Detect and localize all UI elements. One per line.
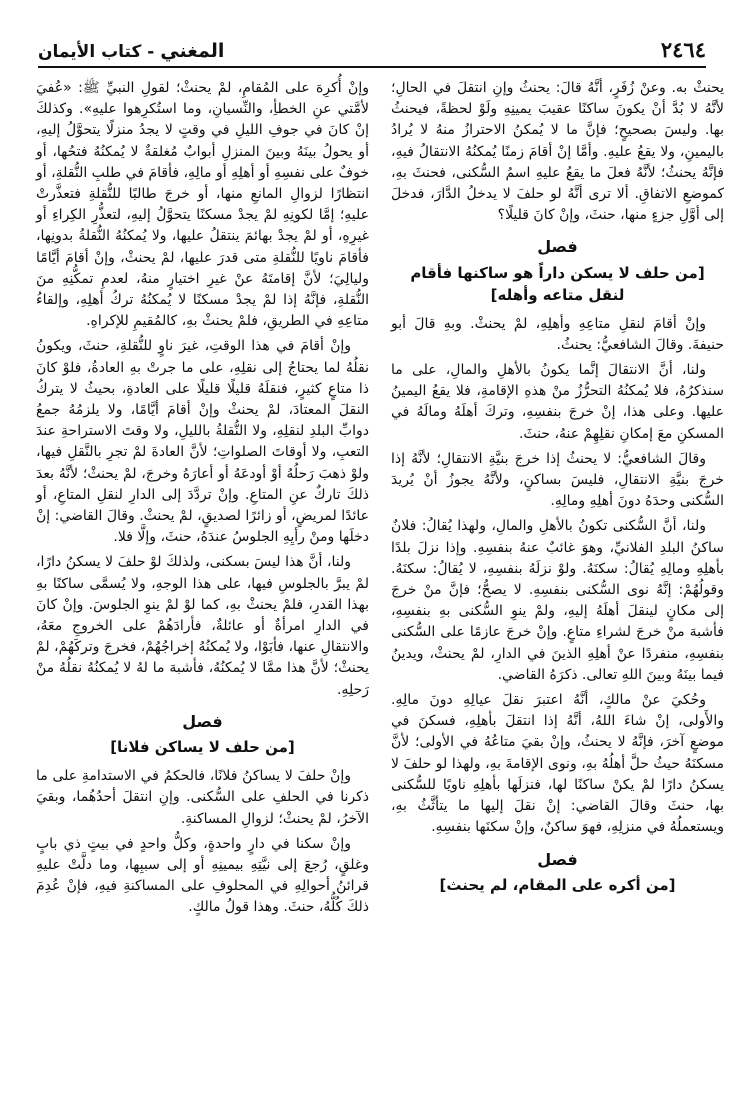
book-title: المغني <box>160 40 225 62</box>
paragraph: وإنْ سكنا في دارٍ واحدةٍ، وكلُّ واحدٍ في بيتٍ ذي بابٍ وغلقٍ، رُجعَ إلى نيَّتِهِ بيمينِهِ أو إلى سببِها، وما دلَّتْ عليهِ قرائنُ أحوالِهِ في المحلوفِ على المساكنةِ فيهِ، فإنْ عُدِمَ ذلكَ كُلُّهُ، حنثَ. وهذا قولُ مالكٍ. <box>36 835 369 916</box>
section-subtitle: [من أكره على المقام، لم يحنث] <box>439 875 676 894</box>
paragraph: وإنْ أُكرِهَ على المُقامِ، لمْ يحنثْ؛ لقولِ النبيِّ ﷺ: «عُفيَ لأمَّتي عنِ الخطأِ، والنِّسيانِ، وما استُكرِهوا عليهِ». وكذلكَ إنْ كانَ في جوفِ الليلِ في وقتٍ لا يجدُ منزلًا يتحوَّلُ إليهِ، أو يحولُ بينَهُ وبينَ المنزلِ أبوابٌ مُغلقةٌ لا يُمكنُهُ فتحُها، أو خوفٌ على نفسِهِ أو أهلِهِ أو مالِهِ، فأقامَ في طلبِ النُّقلةِ، أو انتظارًا لزوالِ المانعِ منها، أو خرجَ طالبًا للنُّقلةِ فتعذَّرتْ عليهِ؛ إمَّا لكونِهِ لمْ يجدْ مسكنًا يتحوَّلُ إليهِ، لتعذُّرِ الكِراءِ أو غيرِهِ، أو لمْ يجدْ بهائمَ ينتقلُ عليها، ولا يُمكنُهُ النُّقلةُ بدونِها، فأقامَ ناويًا للنُّقلةِ متى قدرَ عليها، لمْ يحنثْ، وإنْ أقامَ أيَّامًا وليالِيَ؛ لأنَّ إقامتَهُ عنْ غيرِ اختيارٍ منهُ، لعدمِ تمكُّنِهِ منَ النُّقلةِ، فإنَّهُ إذا لمْ يجدْ مسكنًا لا يُمكنُهُ تركُ أهلِهِ، وإلقاءُ متاعِهِ في الطريقِ، فلمْ يحنثْ بهِ، كالمُقيمِ للإكراهِ. <box>36 80 369 330</box>
chapter-title: كتاب الأيمان <box>38 42 142 62</box>
section-heading: فصل <box>537 237 578 257</box>
section-subtitle: [من حلف لا يسكن داراً هو ساكنها فأقام لنقل متاعه وأهله] <box>410 263 705 304</box>
page-number: ٢٤٦٤ <box>660 37 706 62</box>
right-column <box>391 78 724 904</box>
left-column <box>36 78 369 923</box>
paragraph: وإنْ حلفَ لا يساكنُ فلانًا، فالحكمُ في الاستدامةِ على ما ذكرنا في الحلفِ على السُّكنى. وإنِ انتقلَ أحدُهُما، وبقيَ الآخرُ، لمْ يحنثْ؛ لزوالِ المساكنةِ. <box>36 768 369 827</box>
paragraph: وقالَ الشافعيُّ: لا يحنثُ إذا خرجَ بنيَّةِ الانتقالِ؛ لأنَّهُ إذا خرجَ بنيَّةِ الانتقالِ، فليسَ بساكنٍ، ولأنَّهُ يجوزُ أنْ يُريدَ السُّكنى وحدَهُ دونَ أهلِهِ ومالِهِ. <box>391 450 724 510</box>
paragraph: ولنا، أنَّ السُّكنى تكونُ بالأهلِ والمالِ، ولهذا يُقالُ: فلانٌ ساكنُ البلدِ الفلانيِّ، وهوَ غائبٌ عنهُ بنفسِهِ. وإذا نزلَ بلدًا بأهلِهِ ومالِهِ يُقالُ: سكنَهُ. ولوْ نزلَهُ بنفسِهِ، لا يُقالُ: سكنَهُ. وقولُهُمْ: إنَّهُ نوى السُّكنى بنفسِهِ. لا يصحُّ؛ فإنَّ منْ خرجَ إلى مكانٍ لينقلَ أهلَهُ إليهِ، ولمْ ينوِ السُّكنى بهِ بنفسِهِ، فأشبهَ منْ خرجَ لشراءِ متاعٍ. وإنْ خرجَ عازمًا على السُّكنى بنفسِهِ، منفردًا عنْ أهلِهِ الذينَ في الدارِ، لمْ يحنثْ، ويدينُ فيما بينَهُ وبينَ اللهِ تعالى. ذكرَهُ القاضي. <box>391 518 724 683</box>
section-heading: فصل <box>182 711 223 731</box>
paragraph: ولنا، أنَّ الانتقالَ إنَّما يكونُ بالأهلِ والمالِ، على ما سنذكرُهُ، فلا يُمكنُهُ التحرُّزُ منْ هذهِ الإقامةِ، فلا يقعُ اليمينُ عليها. وعلى هذا، إنْ خرجَ بنفسِهِ، وتركَ أهلَهُ ومالَهُ في المسكنِ معَ إمكانِ نقلِهِمْ عنهُ، حنثَ. <box>391 362 724 442</box>
paragraph: ولنا، أنَّ هذا ليسَ بسكنى، ولذلكَ لوْ حلفَ لا يسكنُ دارًا، لمْ يبرَّ بالجلوسِ فيها، على هذا الوجهِ، ولا يُسمَّى ساكنًا بهِ بهذا القدرِ، فلمْ يحنثْ بهِ، كما لوْ لمْ ينوِ الجلوسَ. وإنْ كانَ في الدارِ امرأةٌ أو عائلةٌ، فأرادَهُمْ على الخروجِ معَهُ، والانتقالِ عنها، فأبَوْا، ولا يُمكنُهُ إخراجُهُمْ، فخرجَ وتركَهُمْ، لمْ يحنثْ؛ لأنَّ هذا ممَّا لا يُمكنُهُ، فأشبهَ ما لهُ لا يُمكنُهُ نقلُهُ منْ رَحلِهِ. <box>36 554 369 698</box>
paragraph: وإنْ أقامَ في هذا الوقتِ، غيرَ ناوٍ للنُّقلةِ، حنثَ، ويكونُ نقلُهُ لما يحتاجُ إلى نقلِهِ، على ما جرتْ بهِ العادةُ، فلوْ كانَ ذا متاعٍ كثيرٍ، فنقلَهُ قليلًا قليلًا على العادةِ، بحيثُ لا يتركُ النقلَ المعتادَ، لمْ يحنثْ وإنْ أقامَ أيَّامًا، ولا يلزمُهُ جمعُ دوابِّ البلدِ لنقلِهِ، ولا النُّقلةُ بالليلِ، ولا وقتَ الاستراحةِ عندَ التعبِ، ولا أوقاتَ الصلواتِ؛ لأنَّ العادةَ لمْ تجرِ بالنَّقلِ فيها، ولوْ ذهبَ رَحلُهُ أوْ أودعَهُ أو أعارَهُ وخرجَ، لمْ يحنثْ؛ لأنَّهُ بعدَ ذلكَ تاركٌ عنِ المتاعِ. وإنْ تردَّدَ إلى الدارِ لنقلِ المتاعِ، أو عائدًا لمريضٍ، أو زائرًا لصديقٍ، لمْ يحنثْ. وقالَ القاضي: إنْ دخلَها ومنْ رأيِهِ الجلوسُ عندَهُ، حنثَ، وإلَّا فلا. <box>36 338 369 546</box>
page-header <box>38 28 706 68</box>
section-subtitle: [من حلف لا يساكن فلانا] <box>110 738 295 757</box>
running-title <box>38 40 224 62</box>
title-separator: - <box>141 42 161 62</box>
section-heading: فصل <box>537 849 578 869</box>
paragraph: وحُكيَ عنْ مالكٍ، أنَّهُ اعتبرَ نقلَ عيالِهِ دونَ مالِهِ. والأَولى، إنْ شاءَ اللهُ، أنَّهُ إذا انتقلَ بأهلِهِ، فسكنَ في موضعٍ آخرَ، فإنَّهُ لا يحنثُ، وإنْ بقيَ متاعُهُ في الأولى؛ لأنَّ مسكنَهُ حيثُ حلَّ أهلُهُ بهِ، ونوى الإقامةَ بهِ، ولهذا لو حلفَ لا يسكنُ دارًا لمْ يكنْ ساكنًا لها، فنزلَها بأهلِهِ ناويًا للسُّكنى بها، حنثَ وقالَ القاضي: إنْ نقلَ إليها ما يتأثَّثُ بهِ، ويستعملُهُ في منزلِهِ، فهوَ ساكنٌ، وإنْ سكنَها بنفسِهِ. <box>391 692 724 836</box>
paragraph: يحنثْ به. وعنْ زُفَرٍ، أنَّهُ قالَ: يحنثُ وإنِ انتقلَ في الحالِ؛ لأنَّهُ لا بُدَّ أنْ يكونَ ساكنًا عقيبَ يمينِهِ ولَوْ لحظةً، فيحنثُ بها. وليسَ بصحيحٍ؛ فإنَّ ما لا يُمكنُ الاحترازُ منهُ لا يُرادُ باليمينِ، ولا يقعُ عليهِ. وأمَّا إنْ أقامَ زمنًا يُمكنُهُ الانتقالُ فيهِ، فإنَّهُ يحنثُ؛ لأنَّهُ فعلَ ما يقعُ عليهِ اسمُ السُّكنى، فحنثَ بهِ، كموضعِ الاتفاقِ. ألا ترى أنَّهُ لو حلفَ لا يدخلُ الدَّارَ، فدخلَ إلى أوَّلِ جزءٍ منها، حنثَ، وإنْ كانَ قليلًا؟ <box>391 80 724 224</box>
paragraph: وإنْ أقامَ لنقلِ متاعِهِ وأهلِهِ، لمْ يحنثْ. وبهِ قالَ أبو حنيفةَ. وقالَ الشافعيُّ: يحنثُ. <box>391 315 724 353</box>
